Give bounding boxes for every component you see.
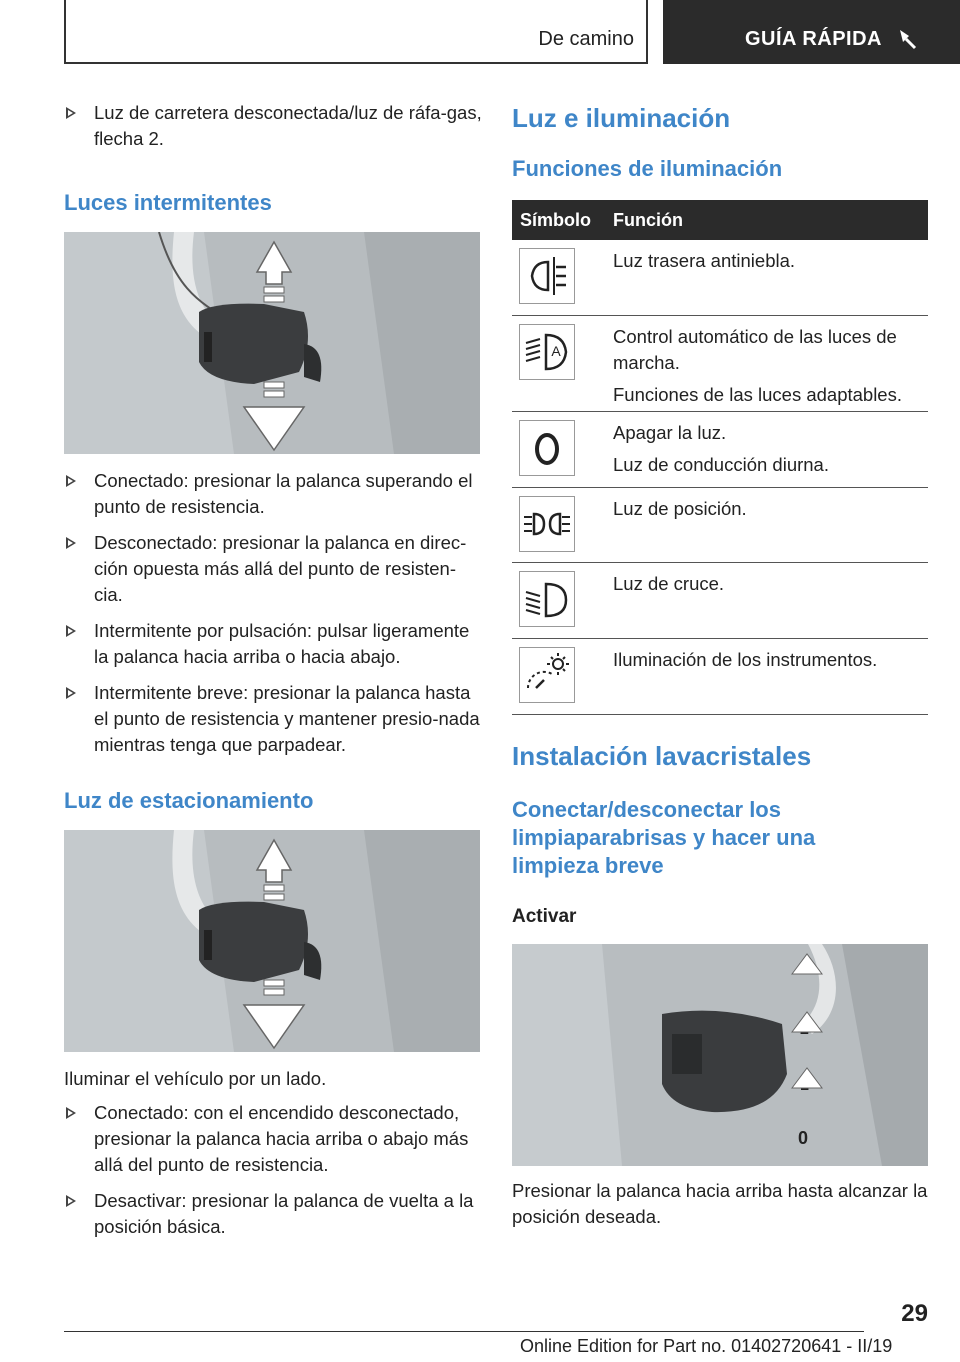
bullet-triangle-icon — [66, 625, 76, 637]
list-item: Intermitente breve: presionar la palanca hasta el punto de resistencia y mantener presio-nada mientras tenga que parpadear. — [64, 680, 482, 758]
bullet-triangle-icon — [66, 107, 76, 119]
bullet-triangle-icon — [66, 1195, 76, 1207]
parking-lights-heading: Luz de estacionamiento — [64, 788, 314, 813]
list-item: Conectado: con el encendido desconectado, presionar la palanca hacia arriba o abajo más allá del punto de resistencia. — [64, 1100, 482, 1178]
lights-off-icon — [519, 420, 575, 476]
turn-signal-lever-photo — [64, 232, 480, 454]
footer-edition: Online Edition for Part no. 01402720641 - II/19 — [520, 1336, 893, 1356]
page-number: 29 — [901, 1300, 928, 1327]
bullet-triangle-icon — [66, 687, 76, 699]
lighting-table — [512, 200, 928, 715]
lighting-functions-heading: Funciones de iluminación — [512, 156, 783, 181]
list-item: Desactivar: presionar la palanca de vuelta a la posición básica. — [64, 1188, 482, 1240]
bullet-triangle-icon — [66, 475, 76, 487]
position-label: 0 — [798, 1128, 809, 1148]
turn-signals-heading: Luces intermitentes — [64, 190, 272, 215]
function-text: Luz de posición. — [613, 498, 747, 519]
quick-guide-tab[interactable] — [663, 0, 960, 64]
list-item: Desconectado: presionar la palanca en direc-ción opuesta más allá del punto de resisten-cia. — [64, 530, 482, 608]
list-item: Intermitente por pulsación: pulsar ligeramente la palanca hacia arriba o hacia abajo. — [64, 618, 482, 670]
activate-heading: Activar — [512, 906, 577, 927]
table-row — [512, 240, 928, 316]
rear-fog-light-icon — [519, 248, 575, 304]
footer-divider — [64, 1331, 864, 1332]
wiper-caption: Presionar la palanca hacia arriba hasta alcanzar la posición deseada. — [512, 1180, 928, 1227]
function-text: Control automático de las luces de marcha. Funciones de las luces adaptables. — [613, 326, 902, 405]
list-item: Conectado: presionar la palanca superando el punto de resistencia. — [64, 468, 482, 520]
function-text: Luz trasera antiniebla. — [613, 250, 796, 271]
function-text: Apagar la luz. Luz de conducción diurna. — [613, 422, 829, 475]
list-item: Luz de carretera desconectada/luz de ráfa-gas, flecha 2. — [64, 100, 482, 152]
lighting-heading: Luz e iluminación — [512, 103, 731, 133]
automatic-headlight-icon — [519, 324, 575, 380]
table-row — [512, 488, 928, 563]
left-column — [64, 100, 482, 1250]
wiper-lever-photo — [512, 944, 928, 1166]
quick-guide-label: GUÍA RÁPIDA — [745, 28, 882, 50]
svg-text:A: A — [551, 343, 561, 359]
function-text: Iluminación de los instrumentos. — [613, 649, 878, 670]
table-row — [512, 412, 928, 488]
parking-light-lever-photo — [64, 830, 480, 1052]
parking-intro: Iluminar el vehículo por un lado. — [64, 1068, 327, 1089]
col-function: Función — [613, 210, 683, 230]
table-row — [512, 316, 928, 412]
instrument-lighting-icon — [519, 647, 575, 703]
col-symbol: Símbolo — [520, 210, 591, 230]
parking-lights-icon — [519, 496, 575, 552]
quick-guide-icon — [895, 28, 917, 50]
low-beam-icon — [519, 571, 575, 627]
table-header — [512, 200, 928, 240]
washer-heading: Instalación lavacristales — [512, 741, 812, 771]
bullet-triangle-icon — [66, 537, 76, 549]
function-text: Luz de cruce. — [613, 573, 725, 594]
header-section-box — [64, 0, 648, 64]
wipers-subheading: Conectar/desconectar los limpiaparabrisas y hacer una limpieza breve — [512, 797, 816, 878]
bullet-triangle-icon — [66, 1107, 76, 1119]
table-row — [512, 639, 928, 715]
section-title: De camino — [538, 28, 634, 50]
right-column — [512, 100, 928, 1230]
table-row — [512, 563, 928, 639]
